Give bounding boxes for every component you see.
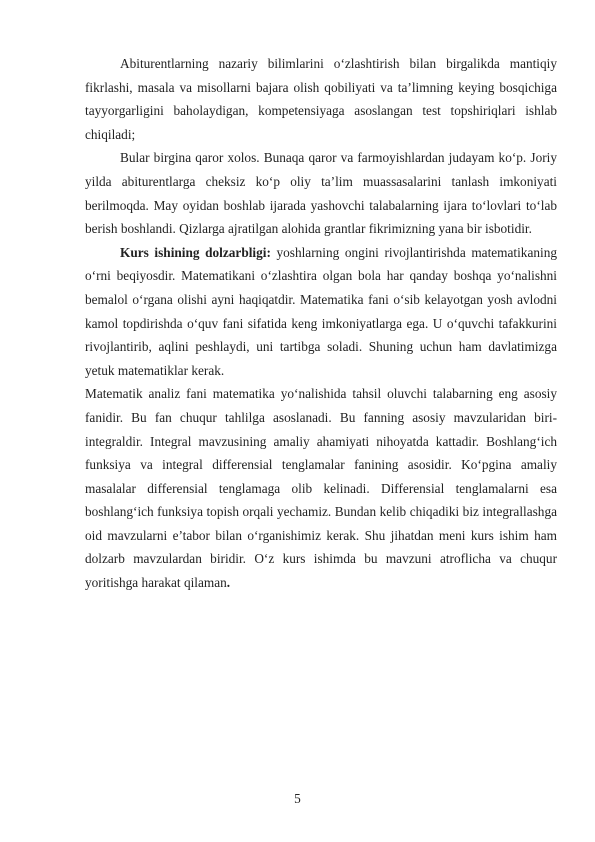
relevance-heading: Kurs ishining dolzarbligi: xyxy=(120,244,271,260)
paragraph-analysis xyxy=(85,382,557,594)
paragraph-relevance xyxy=(85,241,557,383)
paragraph-test-tasks xyxy=(85,52,557,146)
document-body xyxy=(85,52,557,595)
paragraph-decisions xyxy=(85,146,557,240)
paragraph-end-mark: . xyxy=(226,575,231,591)
paragraph-text: Matematik analiz fani matematika yo‘nalishida tahsil oluvchi talabarning eng asosiy fanidir. Bu fan chuqur tahlilga asoslanadi. Bu fanning asosiy mavzularidan biri-integraldir. Integral mavzusining amaliy ahamiyati nihoyatda kattadir. Boshlang‘ich funksiya va integral differensial tenglamalar fanining asosidir. Ko‘pgina amaliy masalalar differensial tenglamaga olib kelinadi. Differensial tenglamalarni esa boshlang‘ich funksiya topish orqali yechamiz. Bundan kelib chiqadiki biz integrallashga oid mavzularni e’tabor bilan o‘rganishimiz kerak. Shu jihatdan meni kurs ishim ham dolzarb mavzulardan biridir. O‘z kurs ishimda bu mavzuni atroflicha va chuqur yoritishga harakat qilaman xyxy=(85,386,557,591)
paragraph-text: yoshlarning ongini rivojlantirishda matematikaning o‘rni beqiyosdir. Matematikani o‘zlashtira olgan bola har qanday boshqa yo‘nalishni bemalol o‘rgana olishi ayni haqiqatdir. Matematika fani o‘sib kelayotgan yosh avlodni kamol topdirishda o‘quv fani sifatida keng imkoniyatlarga ega. U o‘quvchi tafakkurini rivojlantirib, aqlini peshlaydi, uni tartibga soladi. Shuning uchun ham davlatimizga yetuk matematiklar kerak. xyxy=(85,244,557,378)
page-number: 5 xyxy=(294,791,301,806)
paragraph-text: Abiturentlarning nazariy bilimlarini o‘zlashtirish bilan birgalikda mantiqiy fikrlashi, masala va misollarni bajara olish qobiliyati va ta’limning keying bosqichiga tayyorgarligini baholaydigan, kompetensiyaga asoslangan test topshiriqlari ishlab chiqiladi; xyxy=(85,56,557,142)
paragraph-text: Bular birgina qaror xolos. Bunaqa qaror va farmoyishlardan judayam ko‘p. Joriy yilda abiturentlarga cheksiz ko‘p oliy ta’lim muassasalarini tanlash imkoniyati berilmoqda. May oyidan boshlab ijarada yashovchi talabalarning ijara to‘lovlari to‘lab berish boshlandi. Qizlarga ajratilgan alohida grantlar fikrimizning yana bir isbotidir. xyxy=(85,150,557,237)
